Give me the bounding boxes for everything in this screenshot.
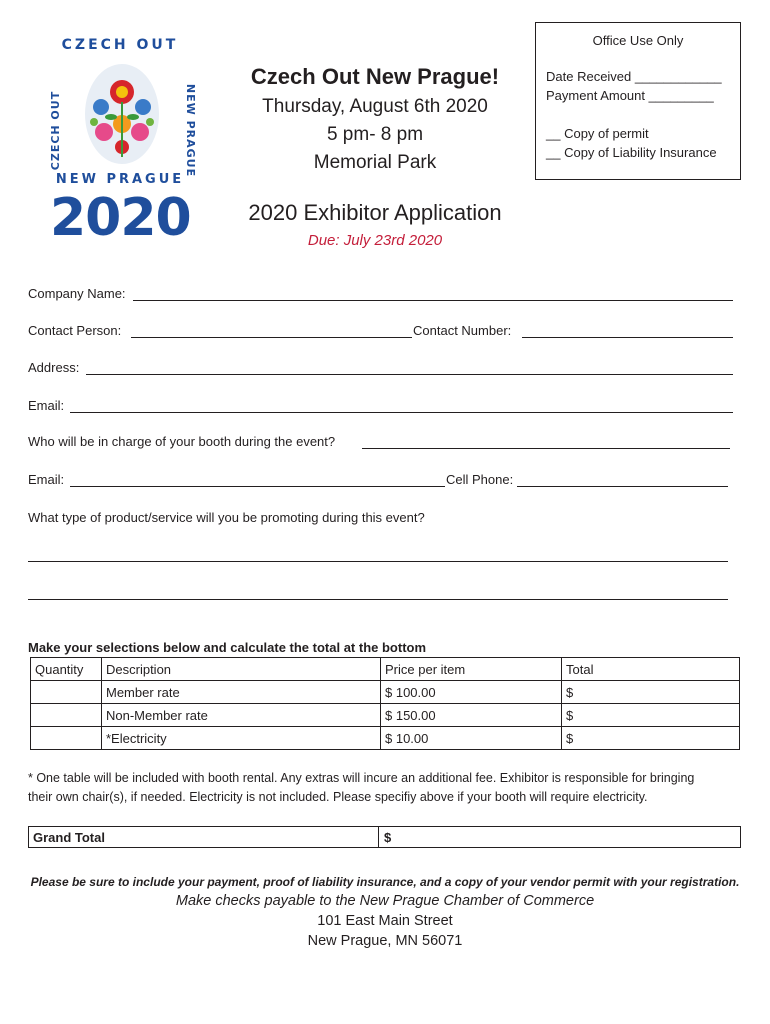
table-row bbox=[31, 681, 740, 704]
event-date: Thursday, August 6th 2020 bbox=[262, 96, 488, 117]
table-row bbox=[31, 727, 740, 750]
col-quantity: Quantity bbox=[31, 658, 102, 681]
email2-field[interactable] bbox=[70, 486, 445, 487]
event-time: 5 pm- 8 pm bbox=[326, 124, 424, 145]
event-logo bbox=[44, 34, 198, 249]
product-question-label: What type of product/service will you be promoting during this event? bbox=[28, 510, 425, 525]
table-row bbox=[31, 704, 740, 727]
total-input[interactable]: $ bbox=[562, 727, 740, 750]
company-name-field[interactable] bbox=[133, 300, 733, 301]
cell-phone-field[interactable] bbox=[517, 486, 728, 487]
col-description: Description bbox=[102, 658, 381, 681]
email2-label: Email: bbox=[28, 472, 65, 487]
office-heading: Office Use Only bbox=[592, 33, 684, 48]
payable-to: Make checks payable to the New Prague Chamber of Commerce bbox=[175, 893, 595, 909]
cell-phone-label: Cell Phone: bbox=[446, 472, 514, 487]
contact-number-label: Contact Number: bbox=[413, 323, 512, 338]
address-field[interactable] bbox=[86, 374, 733, 375]
street-address: 101 East Main Street bbox=[317, 913, 453, 929]
email-field[interactable] bbox=[70, 412, 733, 413]
product-answer-line-1[interactable] bbox=[28, 561, 728, 562]
table-header-row bbox=[31, 658, 740, 681]
product-answer-line-2[interactable] bbox=[28, 599, 728, 600]
event-title: Czech Out New Prague! bbox=[250, 64, 500, 89]
logo-year: 2020 bbox=[50, 188, 191, 248]
company-name-label: Company Name: bbox=[28, 286, 126, 301]
quantity-input[interactable] bbox=[31, 727, 102, 750]
application-title: 2020 Exhibitor Application bbox=[248, 200, 502, 225]
quantity-input[interactable] bbox=[31, 681, 102, 704]
price-cell: $ 150.00 bbox=[381, 704, 562, 727]
description-cell: Member rate bbox=[102, 681, 381, 704]
col-total: Total bbox=[562, 658, 740, 681]
grand-total-label: Grand Total bbox=[33, 830, 105, 845]
logo-right-text: NEW PRAGUE bbox=[184, 83, 198, 178]
email-label: Email: bbox=[28, 398, 65, 413]
selections-heading: Make your selections below and calculate the total at the bottom bbox=[28, 640, 427, 655]
price-cell: $ 10.00 bbox=[381, 727, 562, 750]
total-input[interactable]: $ bbox=[562, 704, 740, 727]
event-location: Memorial Park bbox=[313, 152, 437, 173]
city-address: New Prague, MN 56071 bbox=[307, 933, 463, 949]
submission-reminder: Please be sure to include your payment, proof of liability insurance, and a copy of your vendor permit with your registration. bbox=[30, 875, 740, 889]
price-cell: $ 100.00 bbox=[381, 681, 562, 704]
office-use-box bbox=[535, 22, 741, 180]
selections-table bbox=[30, 657, 740, 750]
grand-total-box bbox=[28, 826, 741, 848]
logo-bottom-text: NEW PRAGUE bbox=[55, 172, 185, 187]
folk-flower-icon bbox=[84, 62, 160, 166]
contact-person-field[interactable] bbox=[131, 337, 412, 338]
col-price: Price per item bbox=[381, 658, 562, 681]
note-line-1: * One table will be included with booth rental. Any extras will incure an additional fee. Exhibitor is responsible for bringing bbox=[28, 771, 695, 785]
total-input[interactable]: $ bbox=[562, 681, 740, 704]
booth-charge-label: Who will be in charge of your booth during the event? bbox=[28, 434, 336, 449]
description-cell: *Electricity bbox=[102, 727, 381, 750]
due-date: Due: July 23rd 2020 bbox=[307, 232, 443, 249]
contact-person-label: Contact Person: bbox=[28, 323, 122, 338]
insurance-check: __ Copy of Liability Insurance bbox=[546, 145, 717, 160]
logo-left-text: CZECH OUT bbox=[49, 90, 63, 171]
address-label: Address: bbox=[28, 360, 80, 375]
grand-total-divider bbox=[378, 826, 379, 848]
permit-check: __ Copy of permit bbox=[546, 126, 649, 141]
contact-number-field[interactable] bbox=[522, 337, 733, 338]
logo-top-text: CZECH OUT bbox=[61, 37, 179, 53]
payment-amount: Payment Amount _________ bbox=[546, 88, 714, 103]
description-cell: Non-Member rate bbox=[102, 704, 381, 727]
booth-charge-field[interactable] bbox=[362, 448, 730, 449]
grand-total-input[interactable]: $ bbox=[384, 830, 392, 845]
note-line-2: their own chair(s), if needed. Electricity is not included. Please specifiy above if your booth will require electricity. bbox=[28, 790, 648, 804]
quantity-input[interactable] bbox=[31, 704, 102, 727]
date-received: Date Received ____________ bbox=[546, 69, 722, 84]
